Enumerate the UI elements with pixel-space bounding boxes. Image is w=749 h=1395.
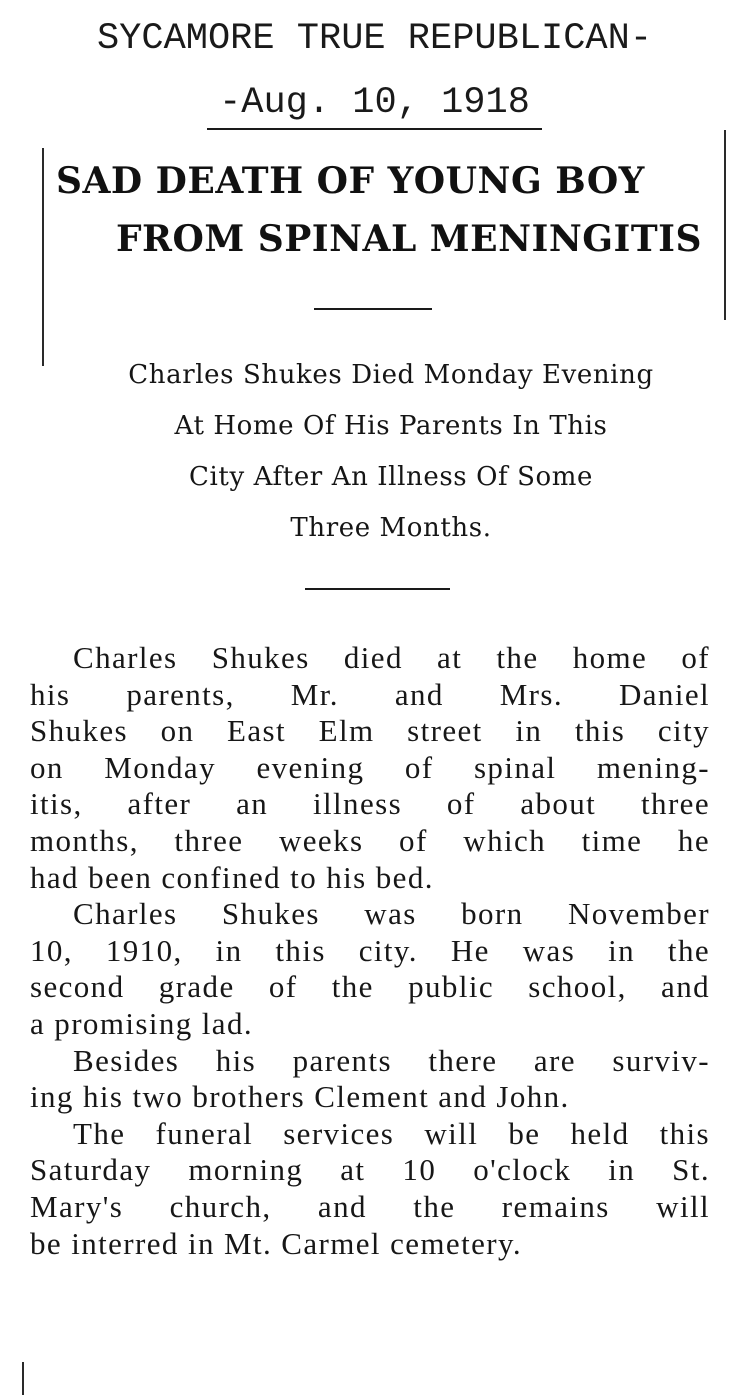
divider-rule xyxy=(314,308,432,310)
publication-date-wrap xyxy=(0,82,749,130)
article-line: Saturday morning at 10 o'clock in St. xyxy=(30,1152,710,1188)
newspaper-name: SYCAMORE TRUE REPUBLICAN- xyxy=(96,18,653,60)
article-line: itis, after an illness of about three xyxy=(30,786,710,822)
article-line: a promising lad. xyxy=(30,1005,254,1041)
article-line: his parents, Mr. and Mrs. Daniel xyxy=(30,676,710,712)
column-border-left-bottom xyxy=(22,1362,24,1395)
article-body xyxy=(30,640,710,1262)
subheadline-line: At Home Of His Parents In This xyxy=(174,411,608,441)
subheadline-line: Three Months. xyxy=(290,513,492,543)
article-line: The funeral services will be held this xyxy=(73,1115,710,1151)
headline-line-2: FROM SPINAL MENINGITIS xyxy=(116,218,702,260)
column-border-left xyxy=(42,148,44,366)
article-line: on Monday evening of spinal mening- xyxy=(30,749,710,785)
article-line: ing his two brothers Clement and John. xyxy=(30,1079,570,1115)
subheadline xyxy=(36,350,746,554)
article-line: Charles Shukes was born November xyxy=(73,896,710,932)
article-line: had been confined to his bed. xyxy=(30,859,434,895)
article-line: Besides his parents there are surviv- xyxy=(73,1042,710,1078)
article-line: months, three weeks of which time he xyxy=(30,822,710,858)
publication-date: -Aug. 10, 1918 xyxy=(207,82,542,130)
subheadline-line: Charles Shukes Died Monday Evening xyxy=(128,360,654,390)
article-line: be interred in Mt. Carmel cemetery. xyxy=(30,1225,523,1261)
divider-rule xyxy=(305,588,450,590)
article-line: Mary's church, and the remains will xyxy=(30,1188,710,1224)
headline-line-1: SAD DEATH OF YOUNG BOY xyxy=(56,160,645,202)
article-line: Charles Shukes died at the home of xyxy=(73,640,710,675)
subheadline-line: City After An Illness Of Some xyxy=(189,462,593,492)
article-line: 10, 1910, in this city. He was in the xyxy=(30,932,710,968)
article-line: second grade of the public school, and xyxy=(30,969,710,1005)
article-line: Shukes on East Elm street in this city xyxy=(30,713,710,749)
